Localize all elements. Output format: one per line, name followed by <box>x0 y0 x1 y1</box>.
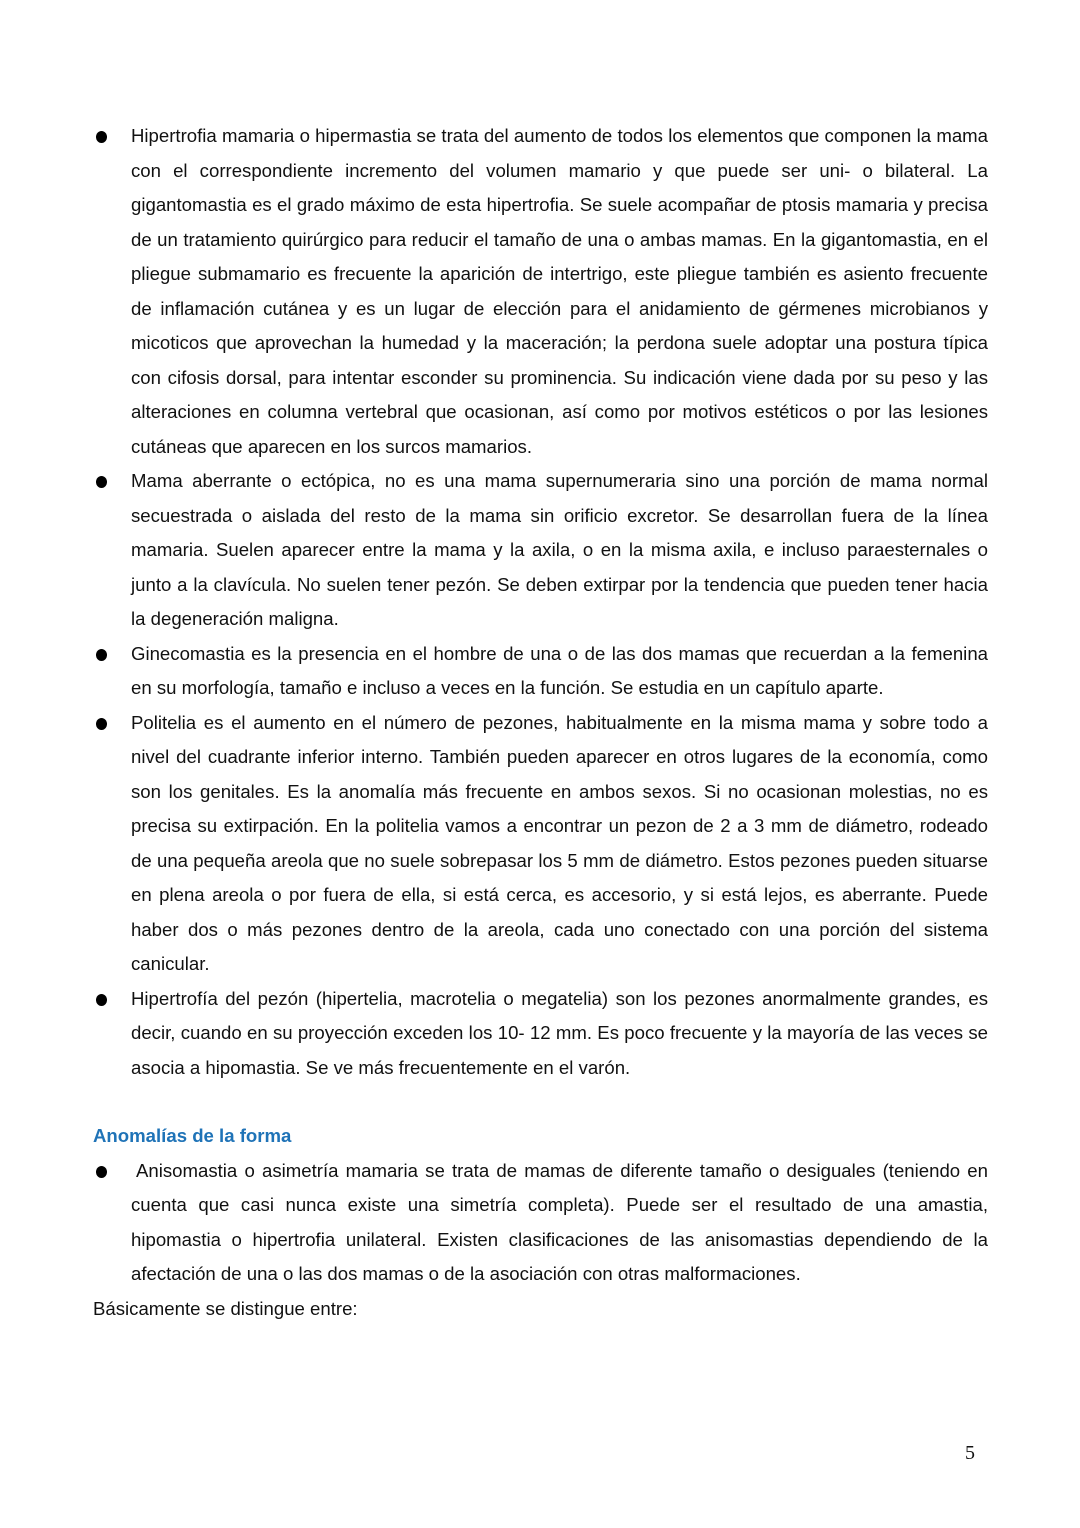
bullet-list-shape-anomalies <box>93 1154 988 1292</box>
list-item-ginecomastia <box>93 637 988 706</box>
list-item-politelia <box>93 706 988 982</box>
page-number: 5 <box>965 1442 975 1464</box>
list-item-text: Hipertrofía del pezón (hipertelia, macrotelia o megatelia) son los pezones anormalmente grandes, es decir, cuando en su proyección exceden los 10- 12 mm. Es poco frecuente y la mayoría de las veces se asocia a hipomastia. Se ve más frecuentemente en el varón. <box>131 987 988 1078</box>
list-item-text: Hipertrofia mamaria o hipermastia se trata del aumento de todos los elementos que componen la mama con el correspondiente incremento del volumen mamario y que puede ser uni- o bilateral. La gigantomastia es el grado máximo de esta hipertrofia. Se suele acompañar de ptosis mamaria y precisa de un tratamiento quirúrgico para reducir el tamaño de una o ambas mamas. En la gigantomastia, en el pliegue submamario es frecuente la aparición de intertrigo, este pliegue también es asiento frecuente de inflamación cutánea y es un lugar de elección para el anidamiento de gérmenes microbianos y micoticos que aprovechan la humedad y la maceración; la perdona suele adoptar una postura típica con cifosis dorsal, para intentar esconder su prominencia. Su indicación viene dada por su peso y las alteraciones en columna vertebral que ocasionan, así como por motivos estéticos o por las lesiones cutáneas que aparecen en los surcos mamarios. <box>131 125 988 457</box>
bullet-icon <box>96 994 107 1006</box>
list-item-text: Anisomastia o asimetría mamaria se trata de mamas de diferente tamaño o desiguales (teniendo en cuenta que casi nunca existe una simetría completa). Puede ser el resultado de una amastia, hipomastia o hipertrofia unilateral. Existen clasificaciones de las anisomastias dependiendo de la afectación de una o las dos mamas o de la asociación con otras malformaciones. <box>131 1159 988 1284</box>
bullet-icon <box>96 476 107 488</box>
list-item-text: Ginecomastia es la presencia en el hombre de una o de las dos mamas que recuerdan a la femenina en su morfología, tamaño e incluso a veces en la función. Se estudia en un capítulo aparte. <box>131 642 988 698</box>
list-item-mama-aberrante <box>93 464 988 637</box>
bullet-list-size-anomalies <box>93 119 988 1085</box>
bullet-icon <box>96 131 107 143</box>
closing-paragraph: Básicamente se distingue entre: <box>93 1297 358 1319</box>
section-heading: Anomalías de la forma <box>93 1125 292 1146</box>
page-content <box>93 119 988 1326</box>
bullet-icon <box>96 718 107 730</box>
bullet-icon <box>96 649 107 661</box>
list-item-hipertrofia-mamaria <box>93 119 988 464</box>
list-item-text: Politelia es el aumento en el número de pezones, habitualmente en la misma mama y sobre todo a nivel del cuadrante inferior interno. También pueden aparecer en otros lugares de la economía, como son los genitales. Es la anomalía más frecuente en ambos sexos. Si no ocasionan molestias, no es precisa su extirpación. En la politelia vamos a encontrar un pezon de 2 a 3 mm de diámetro, rodeado de una pequeña areola que no suele sobrepasar los 5 mm de diámetro. Estos pezones pueden situarse en plena areola o por fuera de ella, si está cerca, es accesorio, y si está lejos, es aberrante. Puede haber dos o más pezones dentro de la areola, cada uno conectado con una porción del sistema canicular. <box>131 711 988 974</box>
list-item-anisomastia <box>93 1154 988 1292</box>
list-item-text: Mama aberrante o ectópica, no es una mama supernumeraria sino una porción de mama normal secuestrada o aislada del resto de la mama sin orificio excretor. Se desarrollan fuera de la línea mamaria. Suelen aparecer entre la mama y la axila, o en la misma axila, e incluso paraesternales o junto a la clavícula. No suelen tener pezón. Se deben extirpar por la tendencia que pueden tener hacia la degeneración maligna. <box>131 470 988 629</box>
list-item-hipertrofia-pezon <box>93 982 988 1086</box>
bullet-icon <box>96 1166 107 1178</box>
